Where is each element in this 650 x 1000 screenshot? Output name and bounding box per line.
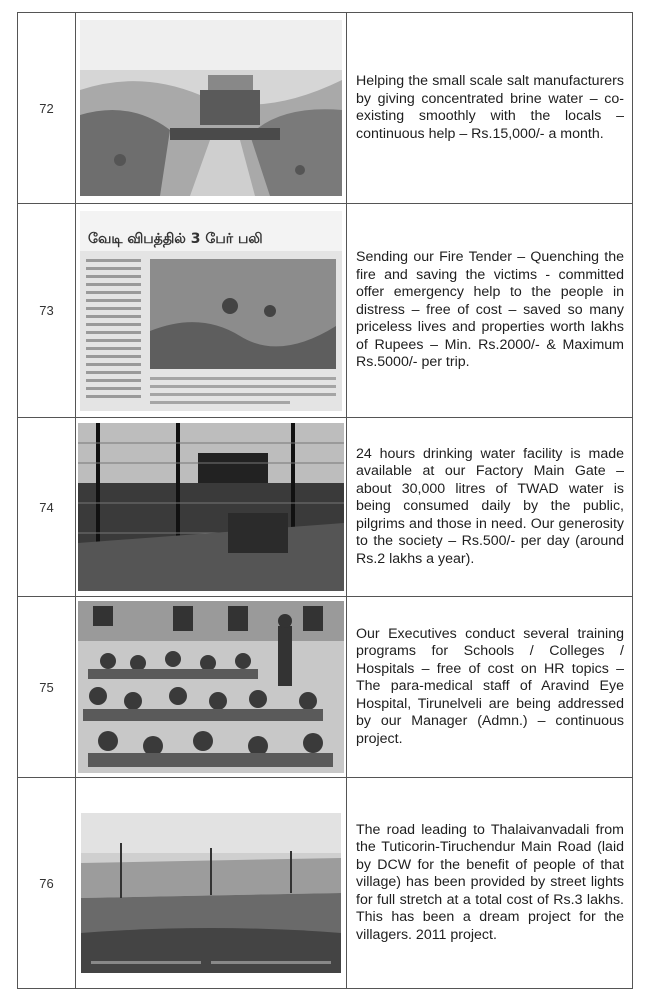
drinking-water-facility-photo <box>78 423 344 591</box>
street-lights-road-photo <box>81 813 341 973</box>
description-cell <box>347 778 633 988</box>
table-row <box>18 597 633 778</box>
photo-cell <box>76 204 347 417</box>
photo-cell <box>76 597 347 777</box>
serial-number: 74 <box>18 418 76 596</box>
description-text: Our Executives conduct several training programs for Schools / Colleges / Hospitals – free of cost on HR topics – The para-medical staff of Aravind Eye Hospital, Tirunelveli are being addressed by our Manager (Admn.) – continuous project. <box>356 625 624 747</box>
description-cell <box>347 418 633 596</box>
serial-number: 72 <box>18 13 76 203</box>
photo-cell <box>76 778 347 988</box>
serial-number: 73 <box>18 204 76 417</box>
description-cell <box>347 13 633 203</box>
description-text: The road leading to Thalaivanvadali from the Tuticorin-Tiruchendur Main Road (laid by DCW for the benefit of people of that village) has been provided by street lights for full stretch at a total cost of Rs.3 lakhs. This has been a dream project for the villagers. 2011 project. <box>356 821 624 943</box>
description-text: Helping the small scale salt manufacturers by giving concentrated brine water – co-existing smoothly with the locals – continuous help – Rs.15,000/- a month. <box>356 73 624 142</box>
description-cell <box>347 597 633 777</box>
photo-cell <box>76 418 347 596</box>
newspaper-headline: வேடி விபத்தில் 3 பேர் பலி <box>88 230 263 247</box>
csr-activities-table <box>17 12 633 989</box>
table-row <box>18 13 633 204</box>
description-text: 24 hours drinking water facility is made available at our Factory Main Gate – about 30,000 litres of TWAD water is being consumed daily by the public, pilgrims and those in need. Our generosity to the society – Rs.500/- per day (around Rs.2 lakhs a year). <box>356 445 624 567</box>
description-text: Sending our Fire Tender – Quenching the fire and saving the victims - committed offer emergency help to the people in distress – free of cost – saved so many priceless lives and properties worth lakhs of Rupees – Min. Rs.2000/- & Maximum Rs.5000/- per trip. <box>356 249 624 371</box>
table-row <box>18 418 633 597</box>
brine-channel-photo <box>80 20 342 196</box>
photo-cell <box>76 13 347 203</box>
serial-number: 75 <box>18 597 76 777</box>
serial-number: 76 <box>18 778 76 988</box>
table-row <box>18 204 633 418</box>
table-row <box>18 778 633 989</box>
description-cell <box>347 204 633 417</box>
newspaper-clipping-photo <box>80 211 342 411</box>
training-program-photo <box>78 601 344 773</box>
